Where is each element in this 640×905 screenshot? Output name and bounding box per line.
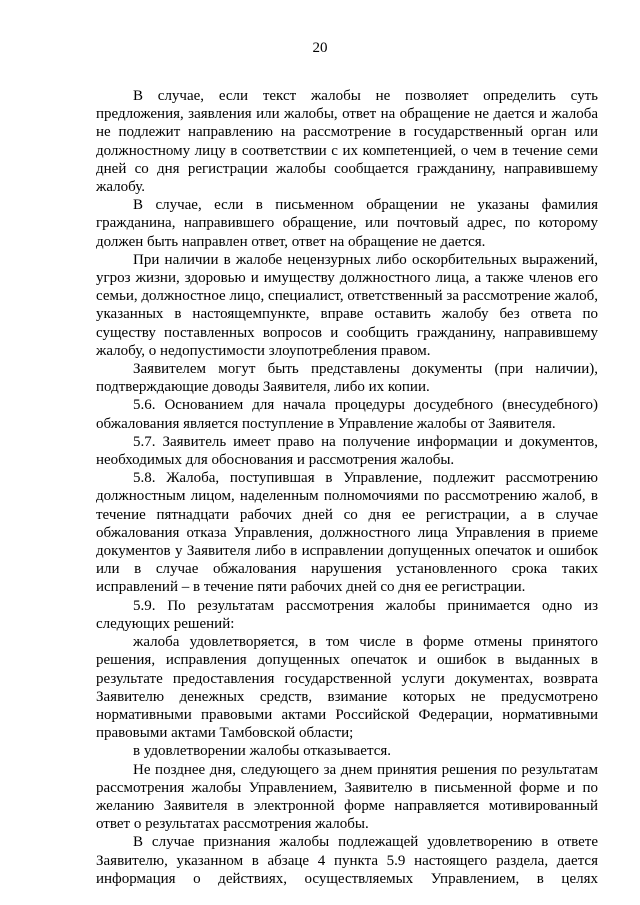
paragraph: Заявителем могут быть представлены документы (при наличии), подтверждающие доводы Заявителя, либо их копии.	[96, 361, 598, 396]
paragraph: 5.7. Заявитель имеет право на получение информации и документов, необходимых для обоснования и рассмотрения жалобы.	[96, 433, 598, 469]
paragraph: Не позднее дня, следующего за днем принятия решения по результатам рассмотрения жалобы Управлением, Заявителю в письменной форме и по желанию Заявителя в электронной форме направляется мотивированный ответ о результатах рассмотрения жалобы.	[96, 761, 598, 833]
paragraph: В случае, если в письменном обращении не указаны фамилия гражданина, направившего обращение, или почтовый адрес, по которому должен быть направлен ответ, ответ на обращение не дается.	[96, 197, 598, 250]
paragraph: 5.9. По результатам рассмотрения жалобы принимается одно из следующих решений:	[96, 597, 598, 632]
page-number: 20	[312, 40, 328, 56]
paragraph: При наличии в жалобе нецензурных либо оскорбительных выражений, угроз жизни, здоровью и имуществу должностного лица, а также членов его семьи, должностное лицо, специалист, ответственный за рассмотрение жалоб, указанных в настоящемпункте, вправе оставить жалобу без ответа по существу поставленных вопросов и сообщить гражданину, направившему жалобу, о недопустимости злоупотребления правом.	[96, 251, 598, 359]
paragraph: В случае признания жалобы подлежащей удовлетворению в ответе Заявителю, указанном в абзаце 4 пункта 5.9 настоящего раздела, дается информация о действиях, осуществляемых Управлением, в целях	[96, 834, 598, 887]
paragraph: В случае, если текст жалобы не позволяет определить суть предложения, заявления или жалобы, ответ на обращение не дается и жалоба не подлежит направлению на рассмотрение в государственный орган или должностному лицу в соответствии с их компетенцией, о чем в течение семи дней со дня регистрации жалобы сообщается гражданину, направившему жалобу.	[96, 88, 598, 196]
paragraph: в удовлетворении жалобы отказывается.	[133, 743, 391, 760]
document-body	[96, 87, 598, 888]
paragraph: 5.8. Жалоба, поступившая в Управление, подлежит рассмотрению должностным лицом, наделенным полномочиями по рассмотрению жалоб, в течение пятнадцати рабочих дней со дня ее регистрации, а в случае обжалования отказа Управления, должностного лица Управления в приеме документов у Заявителя либо в исправлении допущенных опечаток и ошибок или в случае обжалования нарушения установленного срока таких исправлений – в течение пяти рабочих дней со дня ее регистрации.	[96, 470, 598, 596]
paragraph: жалоба удовлетворяется, в том числе в форме отмены принятого решения, исправления допущенных опечаток и ошибок в выданных в результате предоставления государственной услуги документах, возврата Заявителю денежных средств, взимание которых не предусмотрено нормативными правовыми актами Российской Федерации, нормативными правовыми актами Тамбовской области;	[96, 634, 598, 742]
paragraph: 5.6. Основанием для начала процедуры досудебного (внесудебного) обжалования является поступление в Управление жалобы от Заявителя.	[96, 397, 598, 432]
